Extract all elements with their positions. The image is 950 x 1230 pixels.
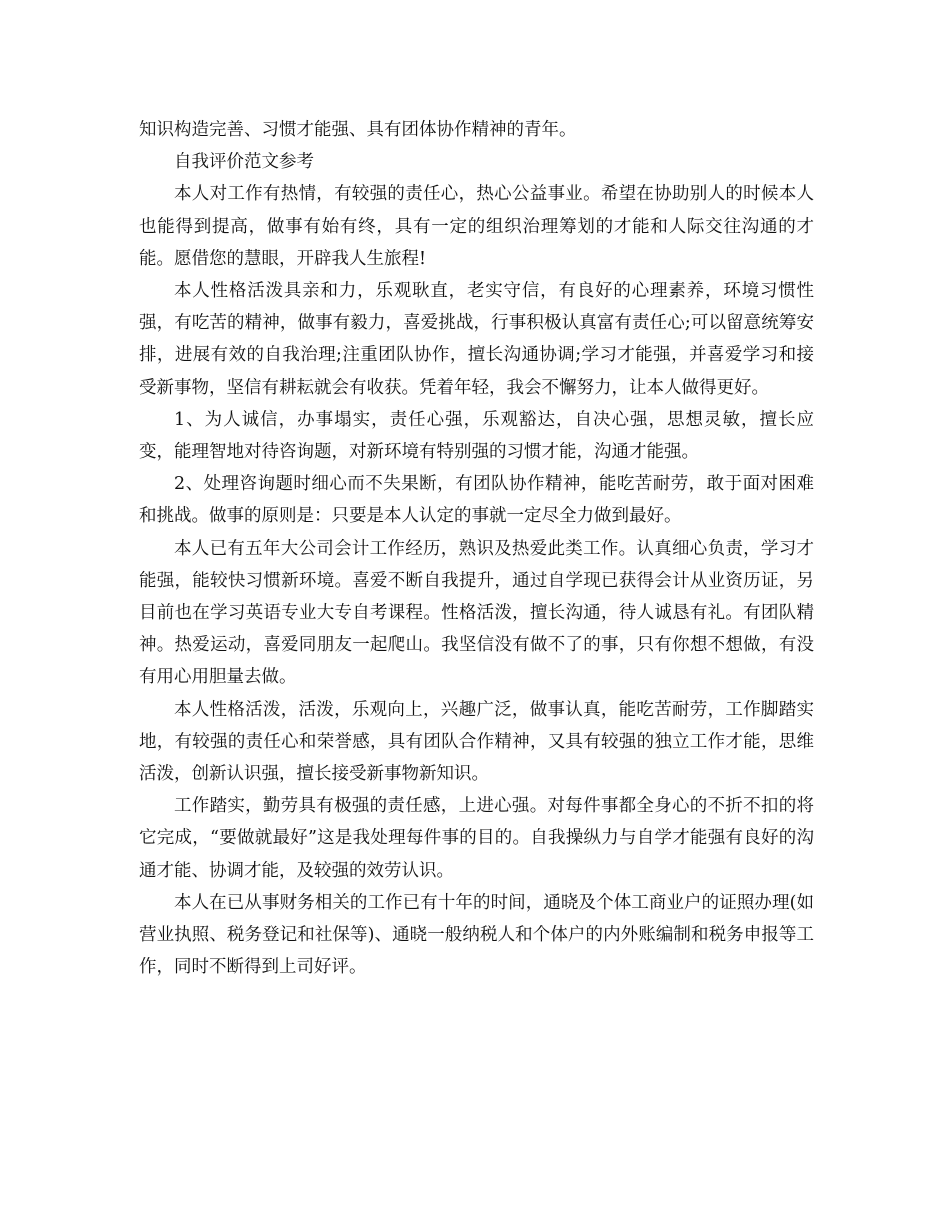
section-heading: 自我评价范文参考 (174, 152, 314, 173)
paragraph: 本人已有五年大公司会计工作经历，熟识及热爱此类工作。认真细心负责，学习才能强，能较快习惯新环境。喜爱不断自我提升，通过自学现已获得会计从业资历证，另目前也在学习英语专业大专自考课程。性格活泼，擅长沟通，待人诚恳有礼。有团队精神。热爱运动，喜爱同朋友一起爬山。我坚信没有做不了的事，只有你想不想做，有没有用心用胆量去做。 (139, 538, 814, 688)
paragraph: 本人性格活泼，活泼，乐观向上，兴趣广泛，做事认真，能吃苦耐劳，工作脚踏实地，有较强的责任心和荣誉感，具有团队合作精神，又具有较强的独立工作才能，思维活泼，创新认识强，擅长接受新事物新知识。 (139, 699, 814, 785)
paragraph: 工作踏实，勤劳具有极强的责任感，上进心强。对每件事都全身心的不折不扣的将它完成，“要做就最好”这是我处理每件事的目的。自我操纵力与自学才能强有良好的沟通才能、协调才能，及较强的效劳认识。 (139, 796, 814, 881)
paragraph: 2、处理咨询题时细心而不失果断，有团队协作精神，能吃苦耐劳，敢于面对困难和挑战。做事的原则是：只要是本人认定的事就一定尽全力做到最好。 (139, 474, 814, 527)
paragraph-continuation: 知识构造完善、习惯才能强、具有团体协作精神的青年。 (139, 120, 577, 140)
paragraph: 1、为人诚信，办事塌实，责任心强，乐观豁达，自决心强，思想灵敏，擅长应变，能理智地对待咨询题，对新环境有特别强的习惯才能，沟通才能强。 (139, 409, 814, 463)
paragraph: 本人对工作有热情，有较强的责任心，热心公益事业。希望在协助别人的时候本人也能得到提高，做事有始有终，具有一定的组织治理筹划的才能和人际交往沟通的才能。愿借您的慧眼，开辟我人生旅程! (139, 184, 814, 269)
paragraph: 本人在已从事财务相关的工作已有十年的时间，通晓及个体工商业户的证照办理(如营业执照、税务登记和社保等)、通晓一般纳税人和个体户的内外账编制和税务申报等工作，同时不断得到上司好评。 (139, 892, 814, 978)
document-page (139, 114, 814, 983)
paragraph: 本人性格活泼具亲和力，乐观耿直，老实守信，有良好的心理素养，环境习惯性强，有吃苦的精神，做事有毅力，喜爱挑战，行事积极认真富有责任心;可以留意统筹安排，进展有效的自我治理;注重团队协作，擅长沟通协调;学习才能强，并喜爱学习和接受新事物，坚信有耕耘就会有收获。凭着年轻，我会不懈努力，让本人做得更好。 (139, 281, 814, 398)
